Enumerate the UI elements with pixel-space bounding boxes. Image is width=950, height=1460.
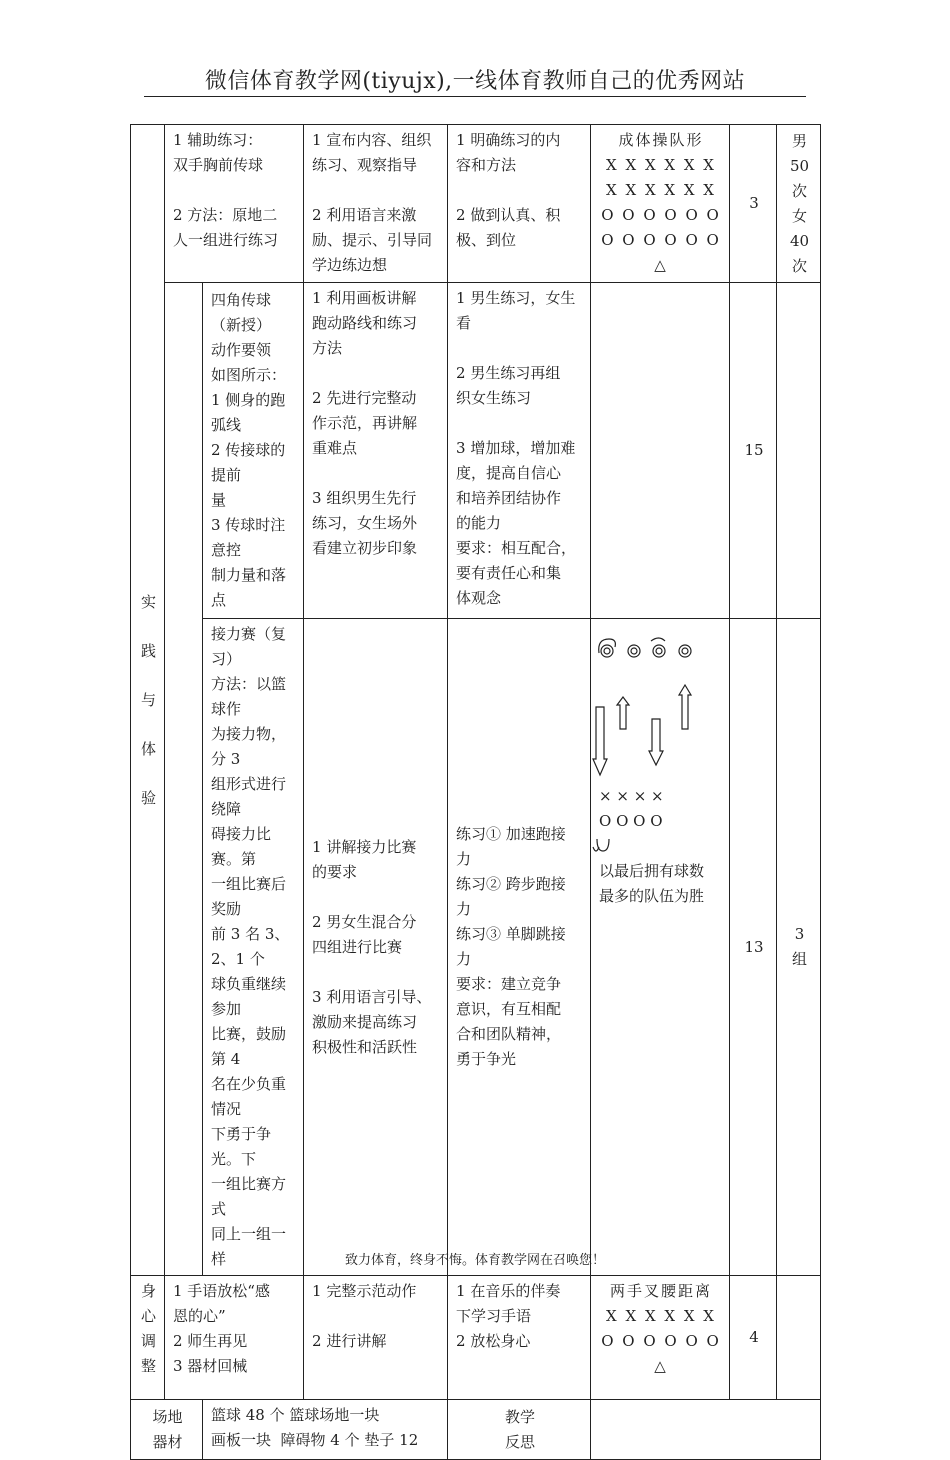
- relay-caption-line-2: 最多的队伍为胜: [599, 887, 705, 905]
- content-cell: 四角传球（新授） 动作要领 如图所示： 1 侧身的跑弧线 2 传接球的提前 量 3 传球时注意控 制力量和落点: [203, 283, 304, 619]
- content-cell: 1 手语放松“感 恩的心” 2 师生再见 3 器材回械: [165, 1276, 304, 1400]
- student-activity-cell: 练习① 加速跑接 力 练习② 跨步跑接 力 练习③ 单脚跳接 力 要求：建立竞争 意识，有互相配 合和团队精神， 勇于争光: [448, 619, 591, 1276]
- time-cell: 15: [730, 283, 777, 619]
- obstacle-icon: [628, 645, 640, 657]
- obstacle-icon-inner: [656, 648, 662, 654]
- relay-caption-line-1: 以最后拥有球数: [599, 862, 705, 880]
- turnaround-arc-icon: [651, 638, 665, 641]
- down-arrow-icon: [649, 719, 663, 765]
- content-cell: 接力赛（复习） 方法：以篮球作 为接力物，分 3 组形式进行绕障 碍接力比赛。第 一组比赛后奖励 前 3 名 3、2、1 个 球负重继续参加 比赛，鼓励第 4 名在少负重情况 下勇于争光。下 一组比赛方式 同上一组一样: [203, 619, 304, 1276]
- table-row: [131, 1400, 821, 1460]
- relay-diagram: [591, 619, 729, 919]
- page-footer: 致力体育，终身不悔。体育教学网在召唤您！: [344, 1253, 605, 1268]
- obstacle-icon-inner: [682, 648, 688, 654]
- up-arrow-icon: [617, 697, 629, 729]
- obstacle-icon-inner: [604, 648, 610, 654]
- time-cell: 13: [730, 619, 777, 1276]
- obstacle-icon: [653, 645, 665, 657]
- reflection-label-cell: 教学 反思: [448, 1400, 591, 1460]
- table-row: [131, 125, 821, 283]
- count-cell: 3 组: [777, 619, 821, 1276]
- section-label-adjust: 身 心 调 整: [131, 1276, 165, 1400]
- teacher-triangle-icon: △: [654, 256, 668, 274]
- content-cell: 1 辅助练习： 双手胸前传球 2 方法：原地二 人一组进行练习: [165, 125, 304, 283]
- page-header-title: 微信体育教学网(tiyujx),一线体育教师自己的优秀网站: [204, 69, 746, 94]
- table-row: [131, 1276, 821, 1400]
- organization-cell: 成体操队形 X X X X X X X X X X X X O O O O O O O O O O O O △: [591, 125, 730, 283]
- down-arrow-icon: [593, 707, 607, 775]
- teacher-activity-cell: 1 利用画板讲解 跑动路线和练习 方法 2 先进行完整动 作示范，再讲解 重难点 3 组织男生先行 练习，女生场外 看建立初步印象: [304, 283, 448, 619]
- count-cell: [777, 1276, 821, 1400]
- obstacle-icon: [679, 645, 691, 657]
- student-activity-cell: 1 男生练习，女生 看 2 男生练习再组 织女生练习 3 增加球，增加难 度，提高自信心 和培养团结协作 的能力 要求：相互配合， 要有责任心和集 体观念: [448, 283, 591, 619]
- relay-circles-row: O O O O: [599, 812, 663, 830]
- student-activity-cell: 1 在音乐的伴奏 下学习手语 2 放松身心: [448, 1276, 591, 1400]
- organization-cell: 两手叉腰距离 X X X X X X O O O O O O △: [591, 1276, 730, 1400]
- organization-cell: [591, 619, 730, 1276]
- count-cell: [777, 283, 821, 619]
- turnaround-arc-icon: [597, 839, 609, 851]
- teacher-activity-cell: 1 宣布内容、组织 练习、观察指导 2 利用语言来激 励、提示、引导同 学边练边想: [304, 125, 448, 283]
- indent-cell: [165, 283, 203, 1276]
- equipment-label-cell: 场地 器材: [131, 1400, 203, 1460]
- organization-cell: [591, 283, 730, 619]
- equipment-value-cell: 篮球 48 个 篮球场地一块 画板一块 障碍物 4 个 垫子 12: [203, 1400, 448, 1460]
- up-arrow-icon: [679, 685, 691, 729]
- obstacle-icon: [601, 645, 613, 657]
- count-cell: 男 50 次 女 40 次: [777, 125, 821, 283]
- time-cell: 4: [730, 1276, 777, 1400]
- time-cell: 3: [730, 125, 777, 283]
- table-row: [131, 619, 821, 1276]
- teacher-activity-cell: 1 完整示范动作 2 进行讲解: [304, 1276, 448, 1400]
- teacher-activity-cell: 1 讲解接力比赛 的要求 2 男女生混合分 四组进行比赛 3 利用语言引导、 激励来提高练习 积极性和活跃性: [304, 619, 448, 1276]
- reflection-value-cell: [591, 1400, 821, 1460]
- header-divider: [144, 96, 806, 97]
- section-label-practice: 实 践 与 体 验: [131, 125, 165, 1276]
- teacher-triangle-icon: △: [654, 1357, 668, 1375]
- table-row: [131, 283, 821, 619]
- relay-crosses-row: × × × ×: [599, 787, 664, 805]
- student-activity-cell: 1 明确练习的内 容和方法 2 做到认真、积 极、到位: [448, 125, 591, 283]
- obstacle-icon-inner: [631, 648, 637, 654]
